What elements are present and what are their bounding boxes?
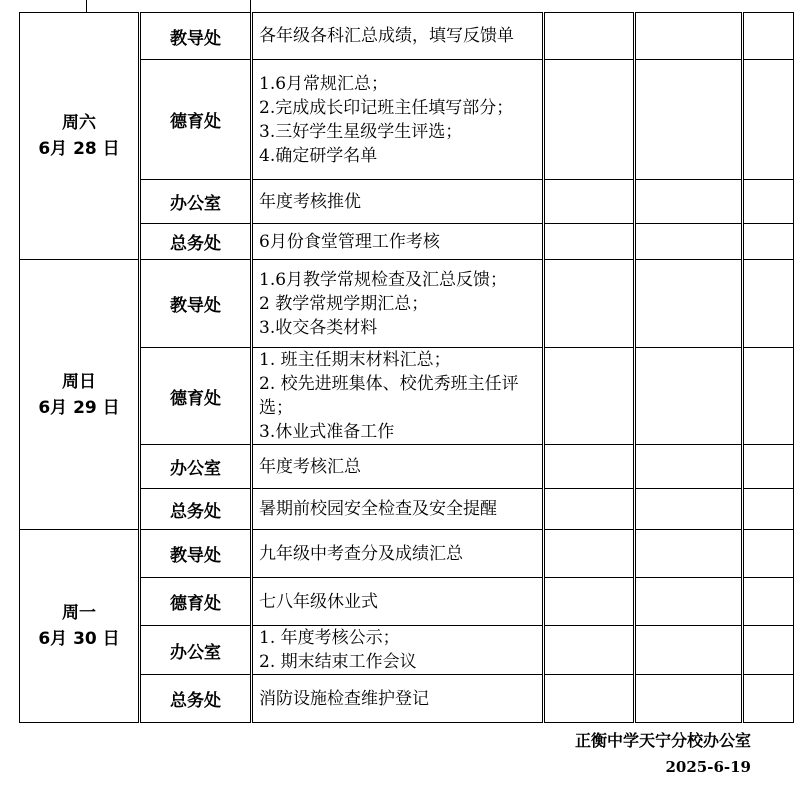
blank-cell [544, 530, 635, 578]
task-item: 1. 年度考核公示； [259, 628, 400, 648]
blank-cell [635, 489, 743, 530]
department-cell: 总务处 [140, 489, 252, 530]
task-item: 1.6月常规汇总； [259, 73, 389, 94]
date-label: 6月 30 日 [38, 629, 120, 649]
department-cell: 办公室 [140, 626, 252, 675]
task-item: 年度考核汇总 [259, 456, 361, 477]
blank-cell [743, 445, 794, 489]
blank-cell [544, 260, 635, 348]
blank-cell [544, 578, 635, 626]
table-continuation-line [86, 0, 87, 12]
department-cell: 教导处 [140, 530, 252, 578]
blank-cell [544, 60, 635, 180]
blank-cell [743, 530, 794, 578]
task-item: 3.收交各类材料 [259, 317, 378, 338]
task-cell [252, 530, 544, 578]
task-cell [252, 348, 544, 445]
department-cell: 办公室 [140, 180, 252, 224]
blank-cell [743, 13, 794, 60]
task-item: 6月份食堂管理工作考核 [259, 231, 440, 252]
department-cell: 教导处 [140, 13, 252, 60]
task-item: 3.休业式准备工作 [259, 422, 395, 442]
weekday-label: 周六 [62, 113, 96, 133]
task-item: 1.6月教学常规检查及汇总反馈； [259, 269, 508, 290]
blank-cell [635, 445, 743, 489]
day-cell [20, 260, 140, 530]
department-cell: 德育处 [140, 578, 252, 626]
blank-cell [544, 224, 635, 260]
blank-cell [635, 530, 743, 578]
blank-cell [743, 626, 794, 675]
blank-cell [544, 626, 635, 675]
blank-cell [635, 348, 743, 445]
task-item: 3.三好学生星级学生评选； [259, 121, 463, 142]
blank-cell [544, 13, 635, 60]
task-cell [252, 180, 544, 224]
weekday-label: 周一 [62, 603, 96, 623]
table-continuation-line [250, 0, 251, 12]
blank-cell [743, 180, 794, 224]
issuer-office: 正衡中学天宁分校办公室 [574, 731, 751, 750]
blank-cell [743, 675, 794, 723]
blank-cell [635, 60, 743, 180]
task-item: 各年级各科汇总成绩，填写反馈单 [259, 26, 514, 46]
task-item: 2. 期末结束工作会议 [259, 652, 417, 672]
task-item: 4.确定研学名单 [259, 145, 378, 166]
blank-cell [743, 224, 794, 260]
task-cell [252, 489, 544, 530]
blank-cell [544, 348, 635, 445]
blank-cell [635, 578, 743, 626]
task-cell [252, 224, 544, 260]
date-label: 6月 29 日 [38, 397, 120, 418]
task-item: 1. 班主任期末材料汇总； [259, 350, 451, 370]
weekday-label: 周日 [62, 371, 96, 392]
blank-cell [635, 260, 743, 348]
blank-cell [743, 578, 794, 626]
schedule-row [20, 13, 794, 60]
task-cell [252, 626, 544, 675]
date-label: 6月 28 日 [38, 139, 120, 159]
day-cell [20, 13, 140, 260]
blank-cell [743, 489, 794, 530]
task-cell [252, 60, 544, 180]
schedule-table-body [20, 13, 794, 723]
blank-cell [635, 180, 743, 224]
blank-cell [544, 445, 635, 489]
task-item: 暑期前校园安全检查及安全提醒 [259, 499, 497, 519]
blank-cell [743, 60, 794, 180]
schedule-table [19, 12, 794, 723]
schedule-row [20, 260, 794, 348]
task-cell [252, 260, 544, 348]
department-cell: 德育处 [140, 60, 252, 180]
task-item: 七八年级休业式 [259, 591, 378, 612]
task-item: 消防设施检查维护登记 [259, 688, 429, 709]
department-cell: 总务处 [140, 675, 252, 723]
issue-date: 2025-6-19 [665, 758, 751, 776]
task-item: 九年级中考查分及成绩汇总 [259, 543, 463, 564]
task-cell [252, 578, 544, 626]
blank-cell [635, 626, 743, 675]
blank-cell [544, 675, 635, 723]
task-cell [252, 675, 544, 723]
blank-cell [544, 180, 635, 224]
task-item: 2. 校先进班集体、校优秀班主任评选； [259, 374, 519, 418]
department-cell: 德育处 [140, 348, 252, 445]
task-cell [252, 445, 544, 489]
blank-cell [635, 675, 743, 723]
blank-cell [635, 224, 743, 260]
task-item: 2.完成成长印记班主任填写部分； [259, 97, 514, 118]
department-cell: 总务处 [140, 224, 252, 260]
department-cell: 办公室 [140, 445, 252, 489]
schedule-row [20, 530, 794, 578]
blank-cell [743, 348, 794, 445]
department-cell: 教导处 [140, 260, 252, 348]
task-item: 2 教学常规学期汇总； [259, 293, 429, 314]
blank-cell [743, 260, 794, 348]
task-item: 年度考核推优 [259, 191, 361, 212]
blank-cell [635, 13, 743, 60]
blank-cell [544, 489, 635, 530]
day-cell [20, 530, 140, 723]
task-cell [252, 13, 544, 60]
